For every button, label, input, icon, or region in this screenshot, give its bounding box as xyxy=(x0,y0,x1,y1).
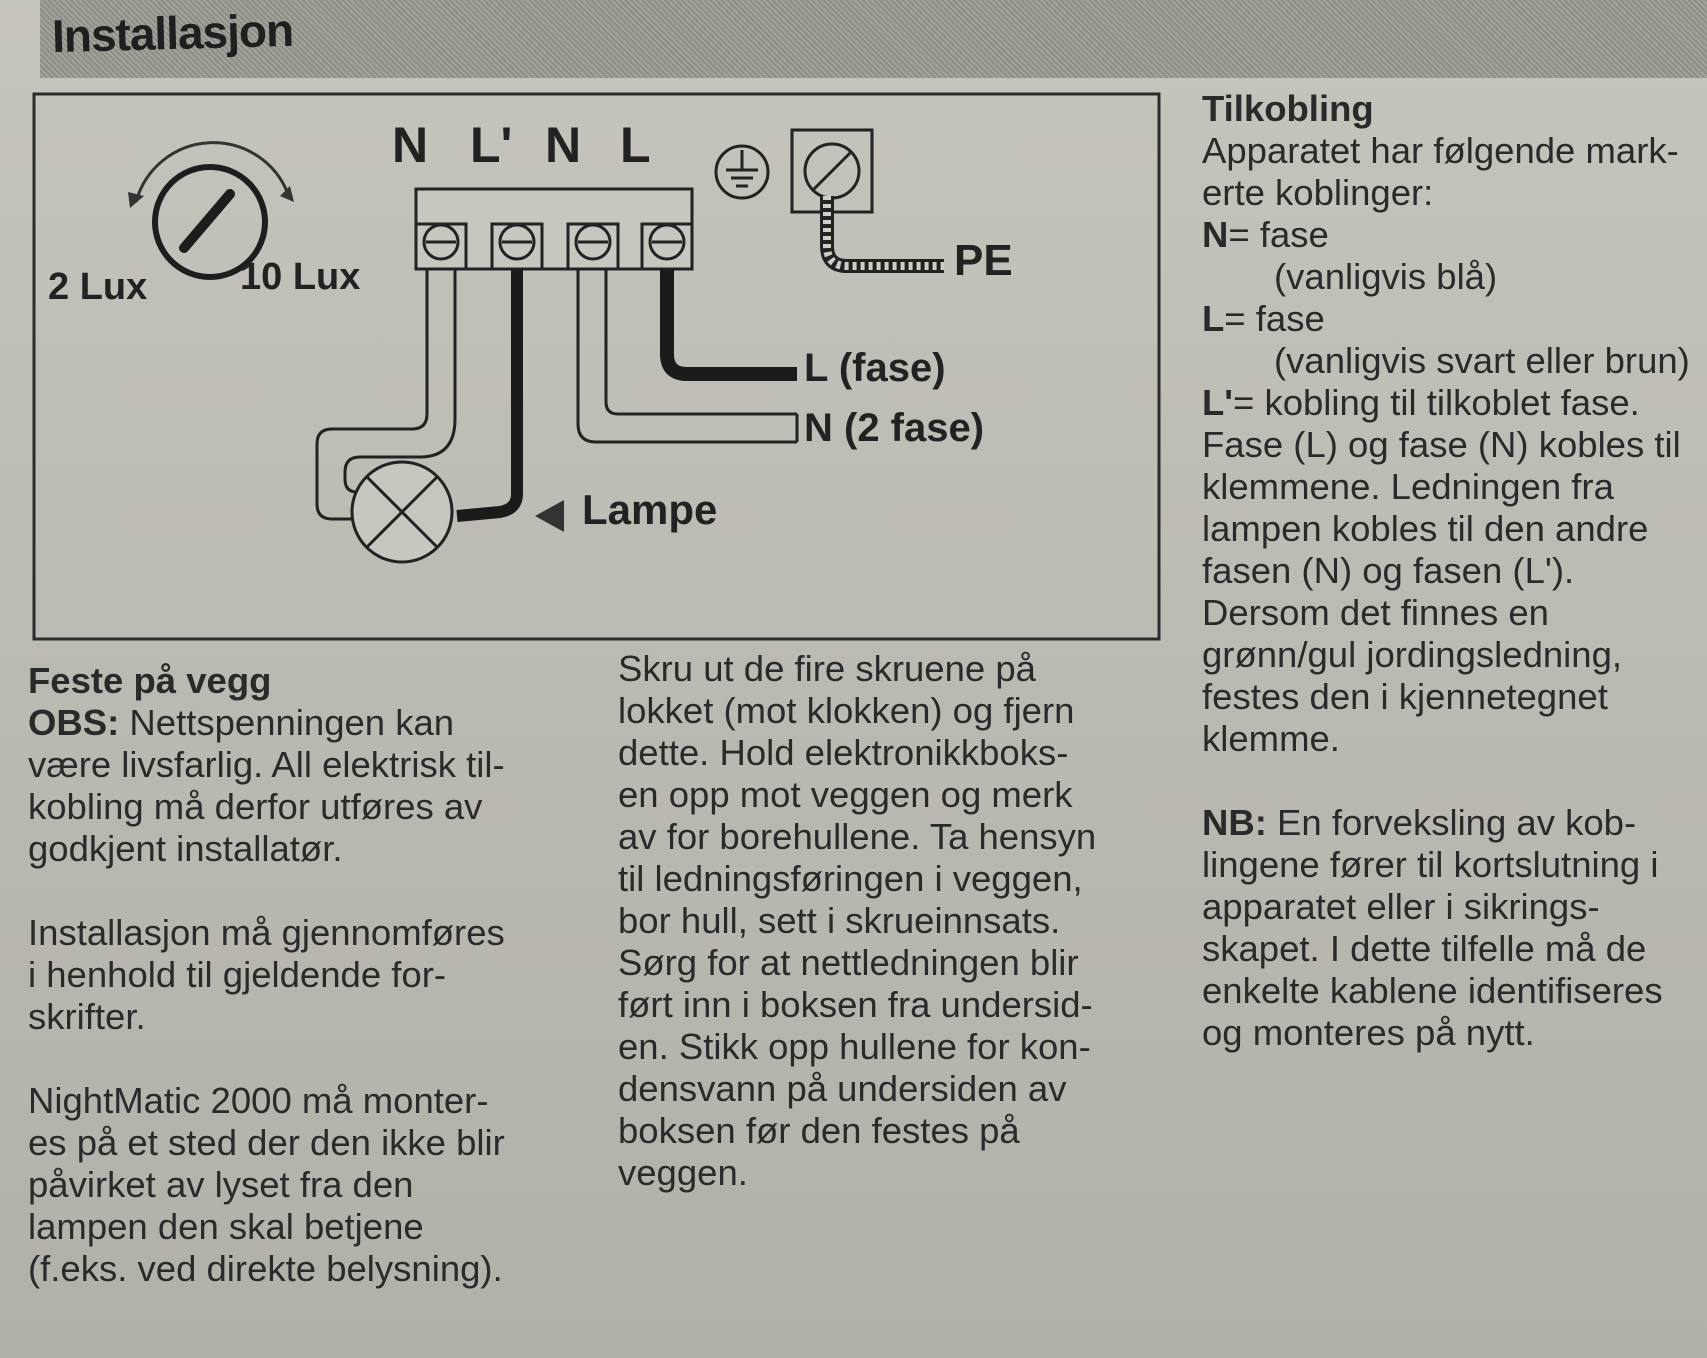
para3-line: lampen den skal betjene xyxy=(28,1206,424,1247)
wire-l-fase xyxy=(667,269,797,374)
legend-note: (vanligvis svart eller brun) xyxy=(1274,340,1690,381)
wiring-diagram xyxy=(32,84,1162,644)
obs-line: kobling må derfor utføres av xyxy=(28,786,483,827)
earth-symbol-icon xyxy=(716,146,768,198)
pe-label: PE xyxy=(954,236,1013,285)
terminal-label-n1: N xyxy=(392,117,429,173)
pe-terminal xyxy=(792,130,944,266)
lamp-pointer-icon xyxy=(535,500,564,532)
instruction-line: en. Stikk opp hullene for kon- xyxy=(618,1026,1091,1067)
instruction-line: ført inn i boksen fra undersid- xyxy=(618,984,1093,1025)
terminal-label-n2: N xyxy=(545,117,582,173)
body-line: lampen kobles til den andre xyxy=(1202,508,1649,549)
spacer xyxy=(1202,760,1690,802)
para2-line: Installasjon må gjennomføres xyxy=(28,912,505,953)
lamp-label: Lampe xyxy=(582,486,718,533)
wire-l-prime xyxy=(457,269,517,516)
dial-min-label: 2 Lux xyxy=(48,266,148,308)
terminal-block xyxy=(416,189,692,269)
body-line: klemmene. Ledningen fra xyxy=(1202,466,1614,507)
instruction-line: dette. Hold elektronikkboks- xyxy=(618,732,1069,773)
instruction-line: lokket (mot klokken) og fjern xyxy=(618,690,1075,731)
intro-line: erte koblinger: xyxy=(1202,172,1434,213)
nb-line: og monteres på nytt. xyxy=(1202,1012,1535,1053)
nb-line: apparatet eller i sikrings- xyxy=(1202,886,1600,927)
terminal-label-l: L xyxy=(620,117,651,173)
terminal-label-l-prime: L' xyxy=(470,117,513,173)
dial-max-label: 10 Lux xyxy=(240,256,361,298)
legend-key: L' xyxy=(1202,382,1233,423)
obs-text: Nettspenningen kan xyxy=(129,702,455,743)
spacer xyxy=(28,1038,505,1080)
feste-title: Feste på vegg xyxy=(28,660,272,701)
body-line: Dersom det finnes en xyxy=(1202,592,1549,633)
page-title: Installasjon xyxy=(51,3,294,63)
instruction-line: til ledningsføringen i veggen, xyxy=(618,858,1083,899)
para3-line: NightMatic 2000 må monter- xyxy=(28,1080,489,1121)
nb-line: lingene fører til kortslutning i xyxy=(1202,844,1659,885)
wire-n-2-fase xyxy=(578,269,797,442)
nb-line: skapet. I dette tilfelle må de xyxy=(1202,928,1647,969)
instruction-line: veggen. xyxy=(618,1152,748,1193)
wiring-diagram-svg xyxy=(32,84,1162,644)
legend-l-prime xyxy=(1202,382,1690,424)
legend-note: (vanligvis blå) xyxy=(1274,256,1498,297)
diagram-frame xyxy=(34,94,1159,639)
mounting-instructions xyxy=(618,648,1096,1194)
tilkobling-title: Tilkobling xyxy=(1202,88,1374,129)
obs-line: være livsfarlig. All elektrisk til- xyxy=(28,744,505,785)
instruction-line: bor hull, sett i skrueinnsats. xyxy=(618,900,1061,941)
wire-n-label: N (2 fase) xyxy=(804,406,985,450)
body-line: grønn/gul jordingsledning, xyxy=(1202,634,1623,675)
para2-line: skrifter. xyxy=(28,996,146,1037)
nb-line xyxy=(1202,802,1690,844)
legend-l xyxy=(1202,298,1690,340)
feste-section xyxy=(28,660,505,1290)
wire-l-label: L (fase) xyxy=(804,346,946,390)
nb-text: En forveksling av kob- xyxy=(1277,802,1637,843)
intro-line: Apparatet har følgende mark- xyxy=(1202,130,1679,171)
obs-key: OBS: xyxy=(28,702,120,743)
legend-key: N xyxy=(1202,214,1229,255)
body-line: fasen (N) og fasen (L'). xyxy=(1202,550,1575,591)
para2-line: i henhold til gjeldende for- xyxy=(28,954,447,995)
obs-line xyxy=(28,702,505,744)
body-line: festes den i kjennetegnet xyxy=(1202,676,1608,717)
obs-line: godkjent installatør. xyxy=(28,828,343,869)
body-line: Fase (L) og fase (N) kobles til xyxy=(1202,424,1681,465)
instruction-line: en opp mot veggen og merk xyxy=(618,774,1073,815)
legend-value: = kobling til tilkoblet fase. xyxy=(1232,382,1640,423)
instruction-line: densvann på undersiden av xyxy=(618,1068,1067,1109)
instruction-line: Sørg for at nettledningen blir xyxy=(618,942,1079,983)
nb-key: NB: xyxy=(1202,802,1267,843)
instruction-line: av for borehullene. Ta hensyn xyxy=(618,816,1097,857)
spacer xyxy=(28,870,505,912)
legend-key: L xyxy=(1202,298,1225,339)
para3-line: es på et sted der den ikke blir xyxy=(28,1122,505,1163)
legend-value: = fase xyxy=(1228,214,1329,255)
legend-n xyxy=(1202,214,1690,256)
tilkobling-section xyxy=(1202,88,1690,1054)
nb-line: enkelte kablene identifiseres xyxy=(1202,970,1663,1011)
legend-value: = fase xyxy=(1224,298,1325,339)
lamp-icon xyxy=(352,462,452,562)
instruction-line: Skru ut de fire skruene på xyxy=(618,648,1036,689)
para3-line: (f.eks. ved direkte belysning). xyxy=(28,1248,503,1289)
para3-line: påvirket av lyset fra den xyxy=(28,1164,414,1205)
body-line: klemme. xyxy=(1202,718,1340,759)
instruction-line: boksen før den festes på xyxy=(618,1110,1020,1151)
